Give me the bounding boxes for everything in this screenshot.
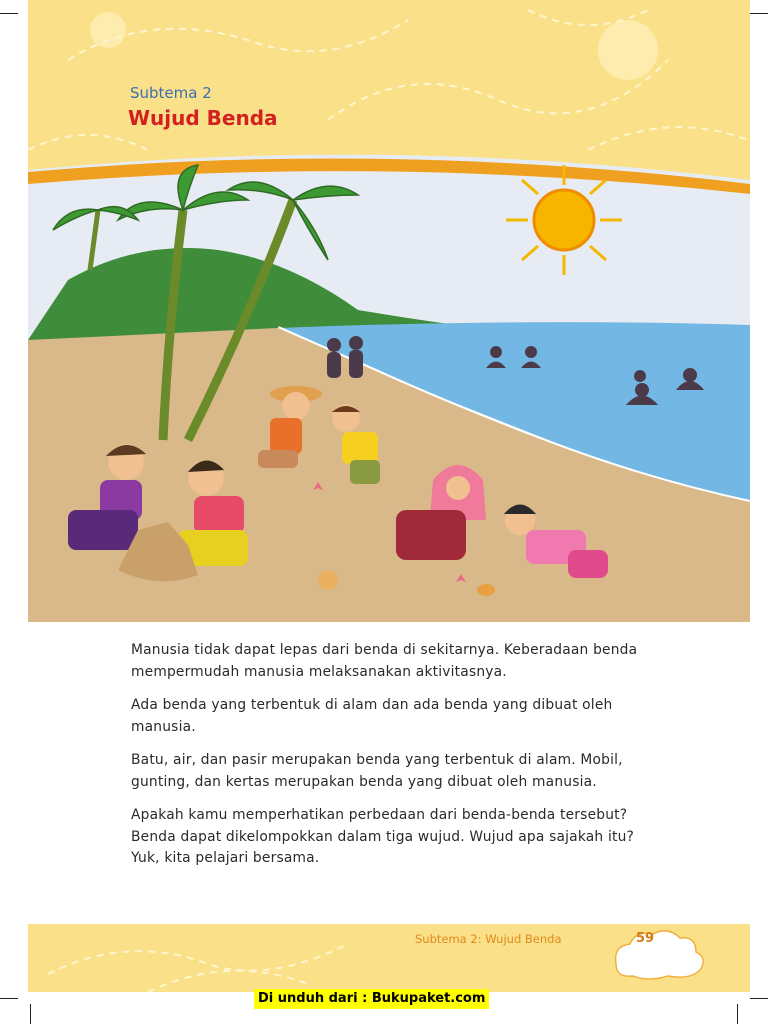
paragraph: Ada benda yang terbentuk di alam dan ada benda yang dibuat oleh manusia.: [131, 697, 613, 735]
crop-mark: [30, 1004, 31, 1024]
subtema-title: Wujud Benda: [128, 106, 278, 130]
page-number-cloud: [616, 931, 704, 979]
sun: [534, 190, 594, 250]
paragraph: Manusia tidak dapat lepas dari benda di sekitarnya. Keberadaan benda mempermudah manusia melaksanakan aktivitasnya.: [131, 642, 638, 680]
crop-mark: [0, 998, 18, 999]
download-source-label: Di unduh dari : Bukupaket.com: [254, 989, 489, 1009]
crop-mark: [750, 998, 768, 999]
paragraph: Batu, air, dan pasir merupakan benda yang terbentuk di alam. Mobil, gunting, dan kertas merupakan benda yang dibuat oleh manusia.: [131, 752, 623, 790]
body-text: [131, 640, 661, 882]
subtema-label: Subtema 2: [130, 84, 212, 102]
footer-running-title: Subtema 2: Wujud Benda: [415, 932, 562, 946]
beach-illustration: [28, 150, 750, 622]
page-number: 59: [636, 931, 655, 946]
paragraph: Apakah kamu memperhatikan perbedaan dari benda-benda tersebut? Benda dapat dikelompokkan dalam tiga wujud. Wujud apa sajakah itu? Yuk, kita pelajari bersama.: [131, 807, 635, 866]
crop-mark: [737, 1004, 738, 1024]
crop-mark: [0, 13, 18, 14]
crop-mark: [750, 13, 768, 14]
